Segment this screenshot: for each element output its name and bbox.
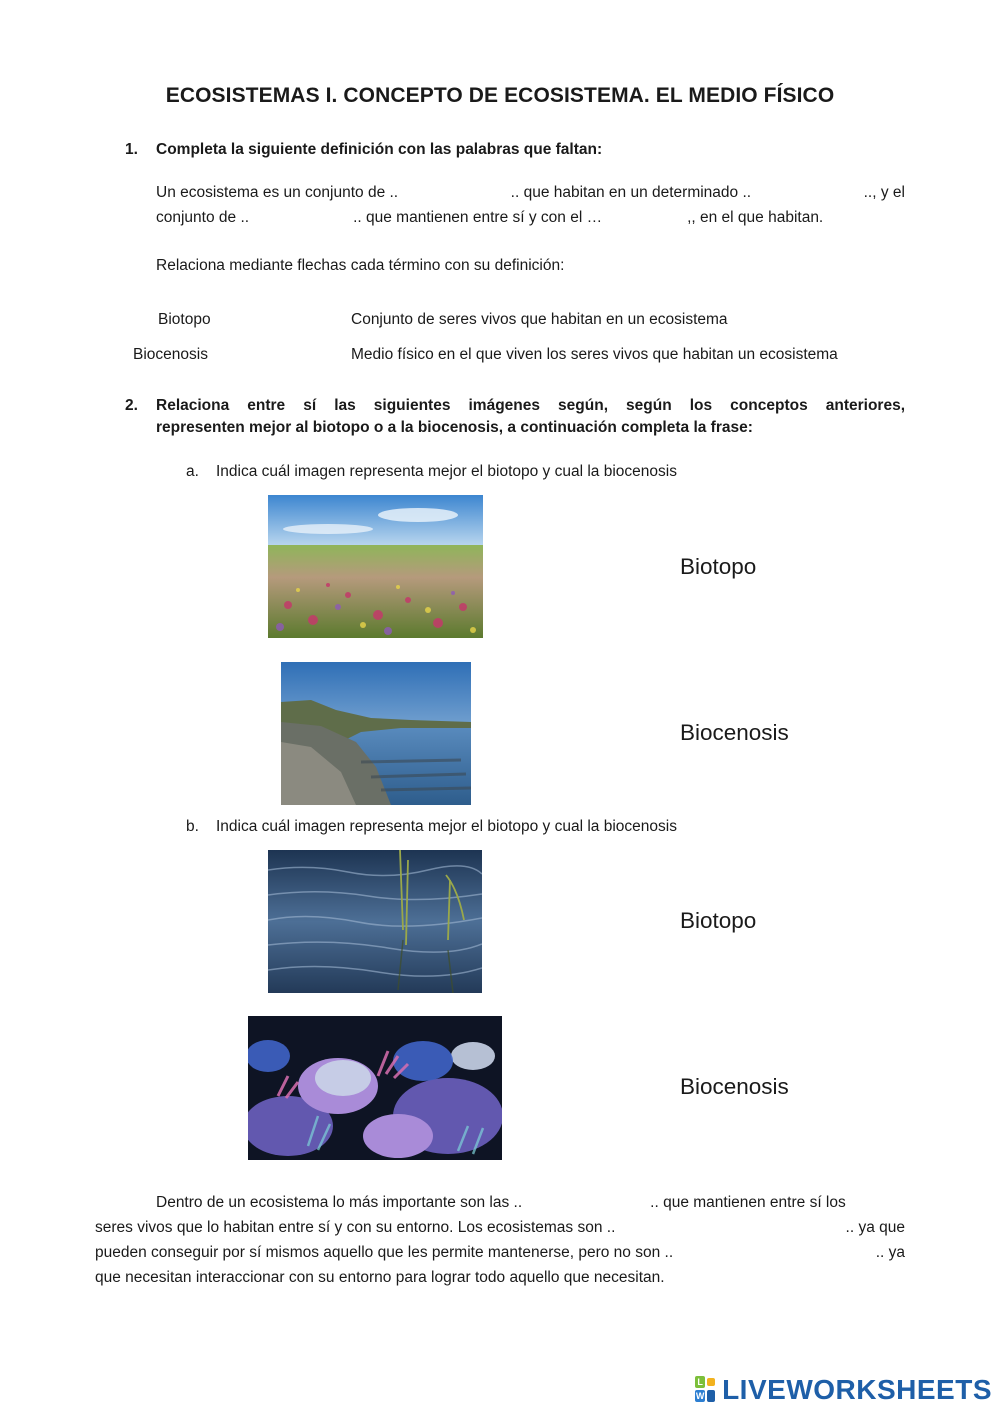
label-biotopo-a[interactable]: Biotopo bbox=[680, 554, 757, 579]
label-biotopo-b[interactable]: Biotopo bbox=[680, 908, 757, 933]
q1-line2-part-c: ,, en el que habitan. bbox=[687, 209, 824, 226]
part-a-text: Indica cuál imagen representa mejor el biotopo y cual la biocenosis bbox=[216, 463, 677, 480]
closing-line2-part-b: .. ya que bbox=[845, 1219, 905, 1236]
blank-7[interactable] bbox=[769, 1240, 779, 1265]
term-biotopo[interactable]: Biotopo bbox=[158, 311, 211, 328]
definition-1[interactable]: Conjunto de seres vivos que habitan en un ecosistema bbox=[351, 311, 728, 328]
closing-line1 bbox=[156, 1190, 905, 1215]
label-biocenosis-b[interactable]: Biocenosis bbox=[680, 1074, 789, 1099]
q1-line1-part-c: .., y el bbox=[863, 184, 905, 201]
coast-photo[interactable] bbox=[281, 662, 471, 805]
logo-square-blue bbox=[707, 1390, 715, 1402]
part-b-text: Indica cuál imagen representa mejor el biotopo y cual la biocenosis bbox=[216, 818, 677, 835]
closing-line1-part-b: .. que mantienen entre sí los bbox=[650, 1194, 846, 1211]
definition-2[interactable]: Medio físico en el que viven los seres vivos que habitan un ecosistema bbox=[351, 346, 838, 363]
blank-2[interactable] bbox=[777, 180, 837, 205]
liveworksheets-wordmark: LIVEWORKSHEETS bbox=[722, 1374, 992, 1405]
q1-line1-part-b: .. que habitan en un determinado .. bbox=[510, 184, 752, 201]
q1-line2-part-b: .. que mantienen entre sí y con el … bbox=[353, 209, 603, 226]
water-photo[interactable] bbox=[268, 850, 482, 993]
closing-line2-part-a: seres vivos que lo habitan entre sí y con su entorno. Los ecosistemas son .. bbox=[95, 1219, 616, 1236]
q1-definition-line2 bbox=[156, 205, 905, 230]
q2-heading-line2: representen mejor al biotopo o a la biocenosis, a continuación completa la frase: bbox=[156, 419, 753, 436]
term-biocenosis[interactable]: Biocenosis bbox=[133, 346, 208, 363]
closing-line4: que necesitan interaccionar con su entorno para lograr todo aquello que necesitan. bbox=[95, 1269, 665, 1286]
relate-instruction: Relaciona mediante flechas cada término con su definición: bbox=[156, 257, 565, 274]
coral-photo[interactable] bbox=[248, 1016, 502, 1160]
q1-heading: Completa la siguiente definición con las palabras que faltan: bbox=[156, 141, 603, 158]
liveworksheets-logo-icon bbox=[695, 1376, 719, 1404]
q1-number: 1. bbox=[125, 141, 138, 158]
closing-line1-part-a: Dentro de un ecosistema lo más importante son las .. bbox=[156, 1194, 523, 1211]
logo-letter-w: W bbox=[695, 1391, 705, 1401]
logo-square-yellow bbox=[707, 1378, 715, 1386]
part-a-letter: a. bbox=[186, 463, 199, 480]
part-b-letter: b. bbox=[186, 818, 199, 835]
q1-definition-line1 bbox=[156, 180, 905, 205]
page-title: ECOSISTEMAS I. CONCEPTO DE ECOSISTEMA. EL MEDIO FÍSICO bbox=[165, 84, 835, 107]
closing-line3-part-b: .. ya bbox=[875, 1244, 905, 1261]
liveworksheets-brand[interactable] bbox=[695, 1374, 992, 1406]
logo-letter-l: L bbox=[695, 1376, 705, 1388]
q2-number: 2. bbox=[125, 397, 138, 414]
q1-line1-part-a: Un ecosistema es un conjunto de .. bbox=[156, 184, 399, 201]
meadow-photo[interactable] bbox=[268, 495, 483, 638]
blank-1[interactable] bbox=[424, 180, 484, 205]
closing-line2 bbox=[95, 1215, 905, 1240]
closing-line3-part-a: pueden conseguir por sí mismos aquello que les permite mantenerse, pero no son .. bbox=[95, 1244, 674, 1261]
closing-line3 bbox=[95, 1240, 905, 1265]
q1-line2-part-a: conjunto de .. bbox=[156, 209, 250, 226]
label-biocenosis-a[interactable]: Biocenosis bbox=[680, 720, 789, 745]
blank-6[interactable] bbox=[725, 1215, 735, 1240]
q2-heading-line1: Relaciona entre sí las siguientes imágenes según, según los conceptos anteriores, bbox=[156, 397, 905, 414]
